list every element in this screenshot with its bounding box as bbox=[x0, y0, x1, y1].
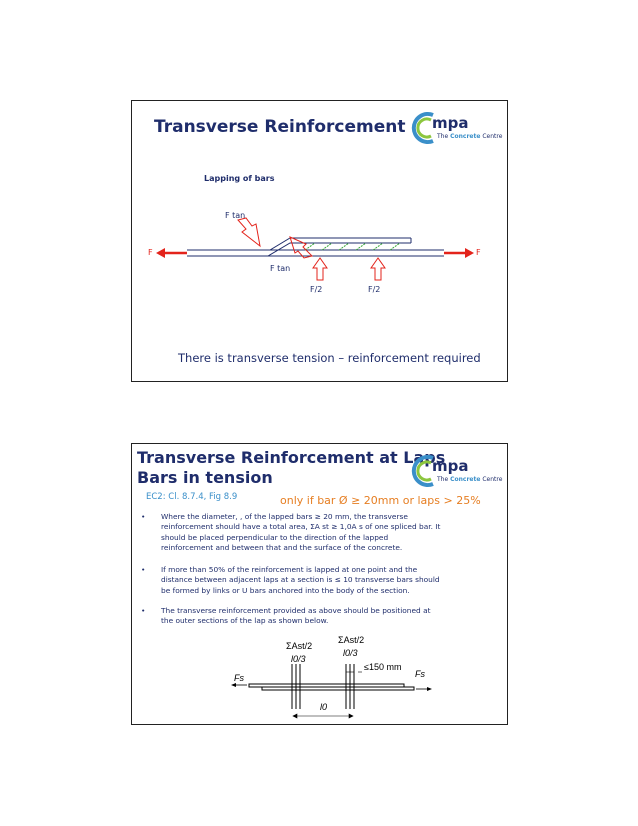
slide-caption: There is transverse tension – reinforcement required bbox=[178, 351, 481, 365]
fs-arrow-left bbox=[231, 683, 247, 687]
label-f-half-1: F/2 bbox=[310, 285, 323, 294]
slide-transverse-reinforcement-at-laps bbox=[131, 443, 508, 725]
fs-arrow-right bbox=[416, 687, 432, 691]
lap-diagram bbox=[132, 206, 508, 326]
bullet-marker: • bbox=[141, 565, 146, 574]
condition-note: only if bar Ø ≥ 20mm or laps > 25% bbox=[280, 494, 481, 507]
label-f-tan-bottom: F tan bbox=[270, 264, 291, 273]
label-f-left: F bbox=[148, 248, 153, 257]
logo-text: mpa bbox=[432, 114, 469, 132]
label-f-right: F bbox=[476, 248, 481, 257]
title-line-2: Bars in tension bbox=[137, 468, 273, 487]
bullet-text: If more than 50% of the reinforcement is lapped at one point and the distance between adjacent laps at a section is ≤ 10 transverse bars should be formed by links or U bars anchored into the body of the section. bbox=[161, 565, 440, 595]
bullet-item-1 bbox=[141, 512, 497, 554]
lapped-bars bbox=[249, 684, 414, 690]
force-arrow-left bbox=[156, 248, 187, 258]
slide-title bbox=[137, 448, 445, 488]
f-tan-arrow-top bbox=[238, 218, 260, 246]
label-ast-left: ΣAst/2 bbox=[286, 641, 313, 651]
label-l0-left: l0/3 bbox=[291, 654, 306, 664]
clause-reference: EC2: Cl. 8.7.4, Fig 8.9 bbox=[146, 492, 238, 502]
bullet-item-3 bbox=[141, 606, 497, 628]
mpa-logo bbox=[411, 109, 508, 149]
label-l0-bottom: l0 bbox=[320, 702, 328, 712]
bullet-text: The transverse reinforcement provided as above should be positioned at the outer sections of the lap as shown below. bbox=[161, 606, 431, 626]
dimension-lines bbox=[293, 672, 362, 718]
bullet-marker: • bbox=[141, 606, 146, 615]
label-ast-right: ΣAst/2 bbox=[338, 635, 365, 645]
title-line-1: Transverse Reinforcement at Laps bbox=[137, 448, 446, 467]
logo-text: mpa bbox=[432, 457, 469, 475]
label-l0-right: l0/3 bbox=[343, 648, 358, 658]
bullet-marker: • bbox=[141, 512, 146, 521]
bullet-item-2 bbox=[141, 565, 497, 597]
logo-tagline: The Concrete Centre bbox=[437, 133, 503, 140]
slide-title: Transverse Reinforcement bbox=[154, 117, 406, 137]
label-fs-right: Fs bbox=[415, 669, 425, 679]
label-f-tan-top: F tan bbox=[225, 211, 246, 220]
bullet-text: Where the diameter, , of the lapped bars ≥ 20 mm, the transverse reinforcement should have a total area, ΣA st ≥ 1,0A s of one spliced bar. It should be placed perpendicular to the direction of the lapped reinforcement and between that and the surface of the concrete. bbox=[161, 512, 441, 553]
lower-bar bbox=[187, 250, 444, 256]
force-arrow-right bbox=[444, 248, 474, 258]
label-f-half-2: F/2 bbox=[368, 285, 381, 294]
diagram-subtitle: Lapping of bars bbox=[204, 174, 275, 183]
f-half-arrow-1 bbox=[313, 258, 327, 280]
f-half-arrow-2 bbox=[371, 258, 385, 280]
compression-struts bbox=[305, 243, 400, 250]
mpa-logo bbox=[411, 452, 508, 492]
slide-transverse-reinforcement bbox=[131, 100, 508, 382]
label-fs-left: Fs bbox=[234, 673, 244, 683]
logo-tagline: The Concrete Centre bbox=[437, 476, 503, 483]
label-spacing: ≤150 mm bbox=[364, 662, 402, 672]
